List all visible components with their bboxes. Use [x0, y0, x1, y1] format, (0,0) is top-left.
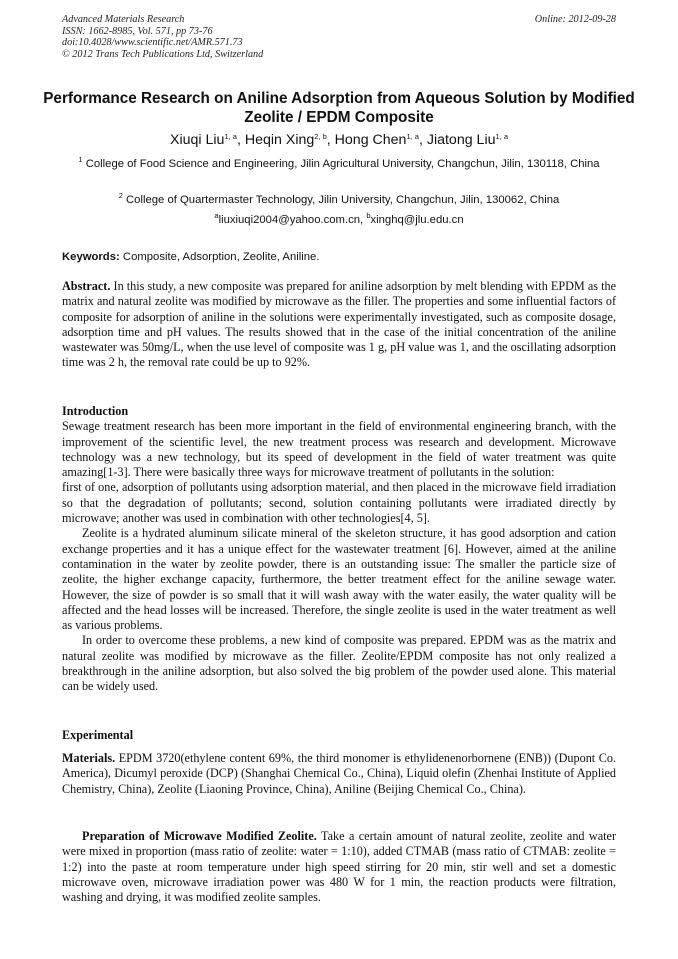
keywords-label: Keywords:: [62, 251, 120, 263]
author-affiliation-mark: 2, b: [314, 132, 327, 141]
experimental-section: [62, 728, 616, 743]
online-date: Online: 2012-09-28: [534, 14, 616, 25]
preparation-label: Preparation of Microwave Modified Zeolite.: [82, 829, 317, 843]
email-address[interactable]: liuxiuqi2004@yahoo.com.cn: [218, 214, 361, 226]
email-mark: b: [366, 211, 371, 220]
materials-paragraph: [62, 751, 616, 797]
materials-text: EPDM 3720(ethylene content 69%, the third monomer is ethylidenenorbornene (ENB)) (Dupont Co. America), Dicumyl peroxide (DCP) (Shanghai Chemical Co., China), Liquid olefin (Zhenhai Institute of Applied Chemistry, China), Zeolite (Liaoning Province, China), Aniline (Beijing Chemical Co., China).: [62, 751, 617, 796]
issn-line: ISSN: 1662-8985, Vol. 571, pp 73-76: [62, 25, 213, 37]
author-affiliation-mark: 1, a: [495, 132, 508, 141]
abstract-text: In this study, a new composite was prepared for aniline adsorption by melt blending with EPDM as the matrix and natural zeolite was modified by microwave as the filler. The properties and some influential factors of composite for adsorption of aniline in the solutions were experimentally investigated, such as composite dosage, adsorption time and pH values. The results showed that in the case of the initial concentration of the aniline wastewater was 50mg/L, when the use level of composite was 1 g, pH value was 1, and the oscillating adsorption time was 2 h, the removal rate could be up to 92%.: [62, 279, 616, 370]
affiliation-text: College of Food Science and Engineering, Jilin Agricultural University, Changchun, Jilin, 130118, China: [85, 158, 600, 170]
affiliation-1: [62, 157, 616, 172]
affiliation-mark: 2: [118, 191, 123, 200]
author-name: Hong Chen: [334, 132, 407, 148]
author-affiliation-mark: 1, a: [406, 132, 419, 141]
author-name: Xiuqi Liu: [170, 132, 225, 148]
affiliation-text: College of Quartermaster Technology, Jilin University, Changchun, Jilin, 130062, China: [126, 194, 560, 206]
preparation-text: Take a certain amount of natural zeolite, zeolite and water were mixed in proportion (mass ratio of zeolite: water = 1:10), added CTMAB (mass ratio of CTMAB: zeolite = 1:2) into the paste at room temperature under high speed stirring for 20 min, stir well and set a domestic microwave oven, microwave irradiation power was 480 W for 1 min, the reaction products were filtration, washing and drying, it was modified zeolite samples.: [62, 829, 616, 905]
experimental-heading: Experimental: [62, 728, 134, 742]
keywords: [62, 250, 616, 265]
preparation-paragraph: [62, 829, 616, 905]
email-mark: a: [214, 211, 219, 220]
introduction-section: [62, 404, 616, 695]
author-list: Xiuqi Liu$^{1, a}$, Heqin Xing$^{2, b}$, Hong Chen$^{1, a}$, Jiatong Liu$^{1, a}$: [170, 132, 508, 148]
author-affiliation-mark: 1, a: [224, 132, 237, 141]
intro-paragraph: Sewage treatment research has been more important in the field of environmental engineering branch, with the improvement of the scientific level, the new treatment process was research and development. Microwave technology was a new technology, but its speed of development in the field of water treatment was quite amazing[1-3]. There were basically three ways for microwave treatment of pollutants in the solution:: [62, 419, 616, 480]
abstract-label: Abstract.: [62, 279, 111, 293]
keywords-text: Composite, Adsorption, Zeolite, Aniline.: [122, 251, 320, 263]
copyright-line: © 2012 Trans Tech Publications Ltd, Switzerland: [62, 48, 264, 60]
materials-label: Materials.: [62, 751, 116, 765]
author-name: Jiatong Liu: [426, 132, 496, 148]
intro-paragraph: In order to overcome these problems, a new kind of composite was prepared. EPDM was as the matrix and natural zeolite was modified by microwave as the filler. Zeolite/EPDM composite has not only realized a breakthrough in the aniline adsorption, but also solved the big problem of the powder used alone. This material can be widely used.: [62, 633, 616, 694]
doi-line: doi:10.4028/www.scientific.net/AMR.571.73: [62, 37, 243, 49]
email-address[interactable]: xinghq@jlu.edu.cn: [370, 214, 464, 226]
intro-paragraph: first of one, adsorption of pollutants using adsorption material, and then placed in the microwave field irradiation so that the degradation of pollutants; second, solution containing pollutants were irradiated directly by microwave; another was used in combination with other technologies[4, 5].: [62, 480, 616, 526]
intro-paragraph: Zeolite is a hydrated aluminum silicate mineral of the skeleton structure, it has good adsorption and cation exchange properties and it has a unique effect for the wastewater treatment [6]. However, aimed at the aniline contamination in the water by zeolite powder, there is an outstanding issue: The smaller the particle size of zeolite, the higher exchange capacity, furthermore, the better treatment effect for the aniline sewage water. However, the size of powder is so small that it will wash away with the water easily, the water quality will be affected and the head losses will be increased. Therefore, the single zeolite is used in the water treatment as well as various problems.: [62, 526, 616, 633]
paper-title: Performance Research on Aniline Adsorption from Aqueous Solution by Modified Zeolite / EPDM Composite: [43, 90, 635, 126]
affiliation-2: [62, 193, 616, 208]
introduction-heading: Introduction: [62, 404, 129, 418]
abstract: [62, 279, 616, 371]
affiliation-mark: 1: [78, 155, 83, 164]
author-emails: $^a$liuxiuqi2004@yahoo.com.cn, $^b$xinghq@jlu.edu.cn: [214, 211, 464, 226]
running-header: [62, 14, 616, 60]
journal-name: Advanced Materials Research: [62, 14, 185, 25]
author-name: Heqin Xing: [244, 132, 315, 148]
